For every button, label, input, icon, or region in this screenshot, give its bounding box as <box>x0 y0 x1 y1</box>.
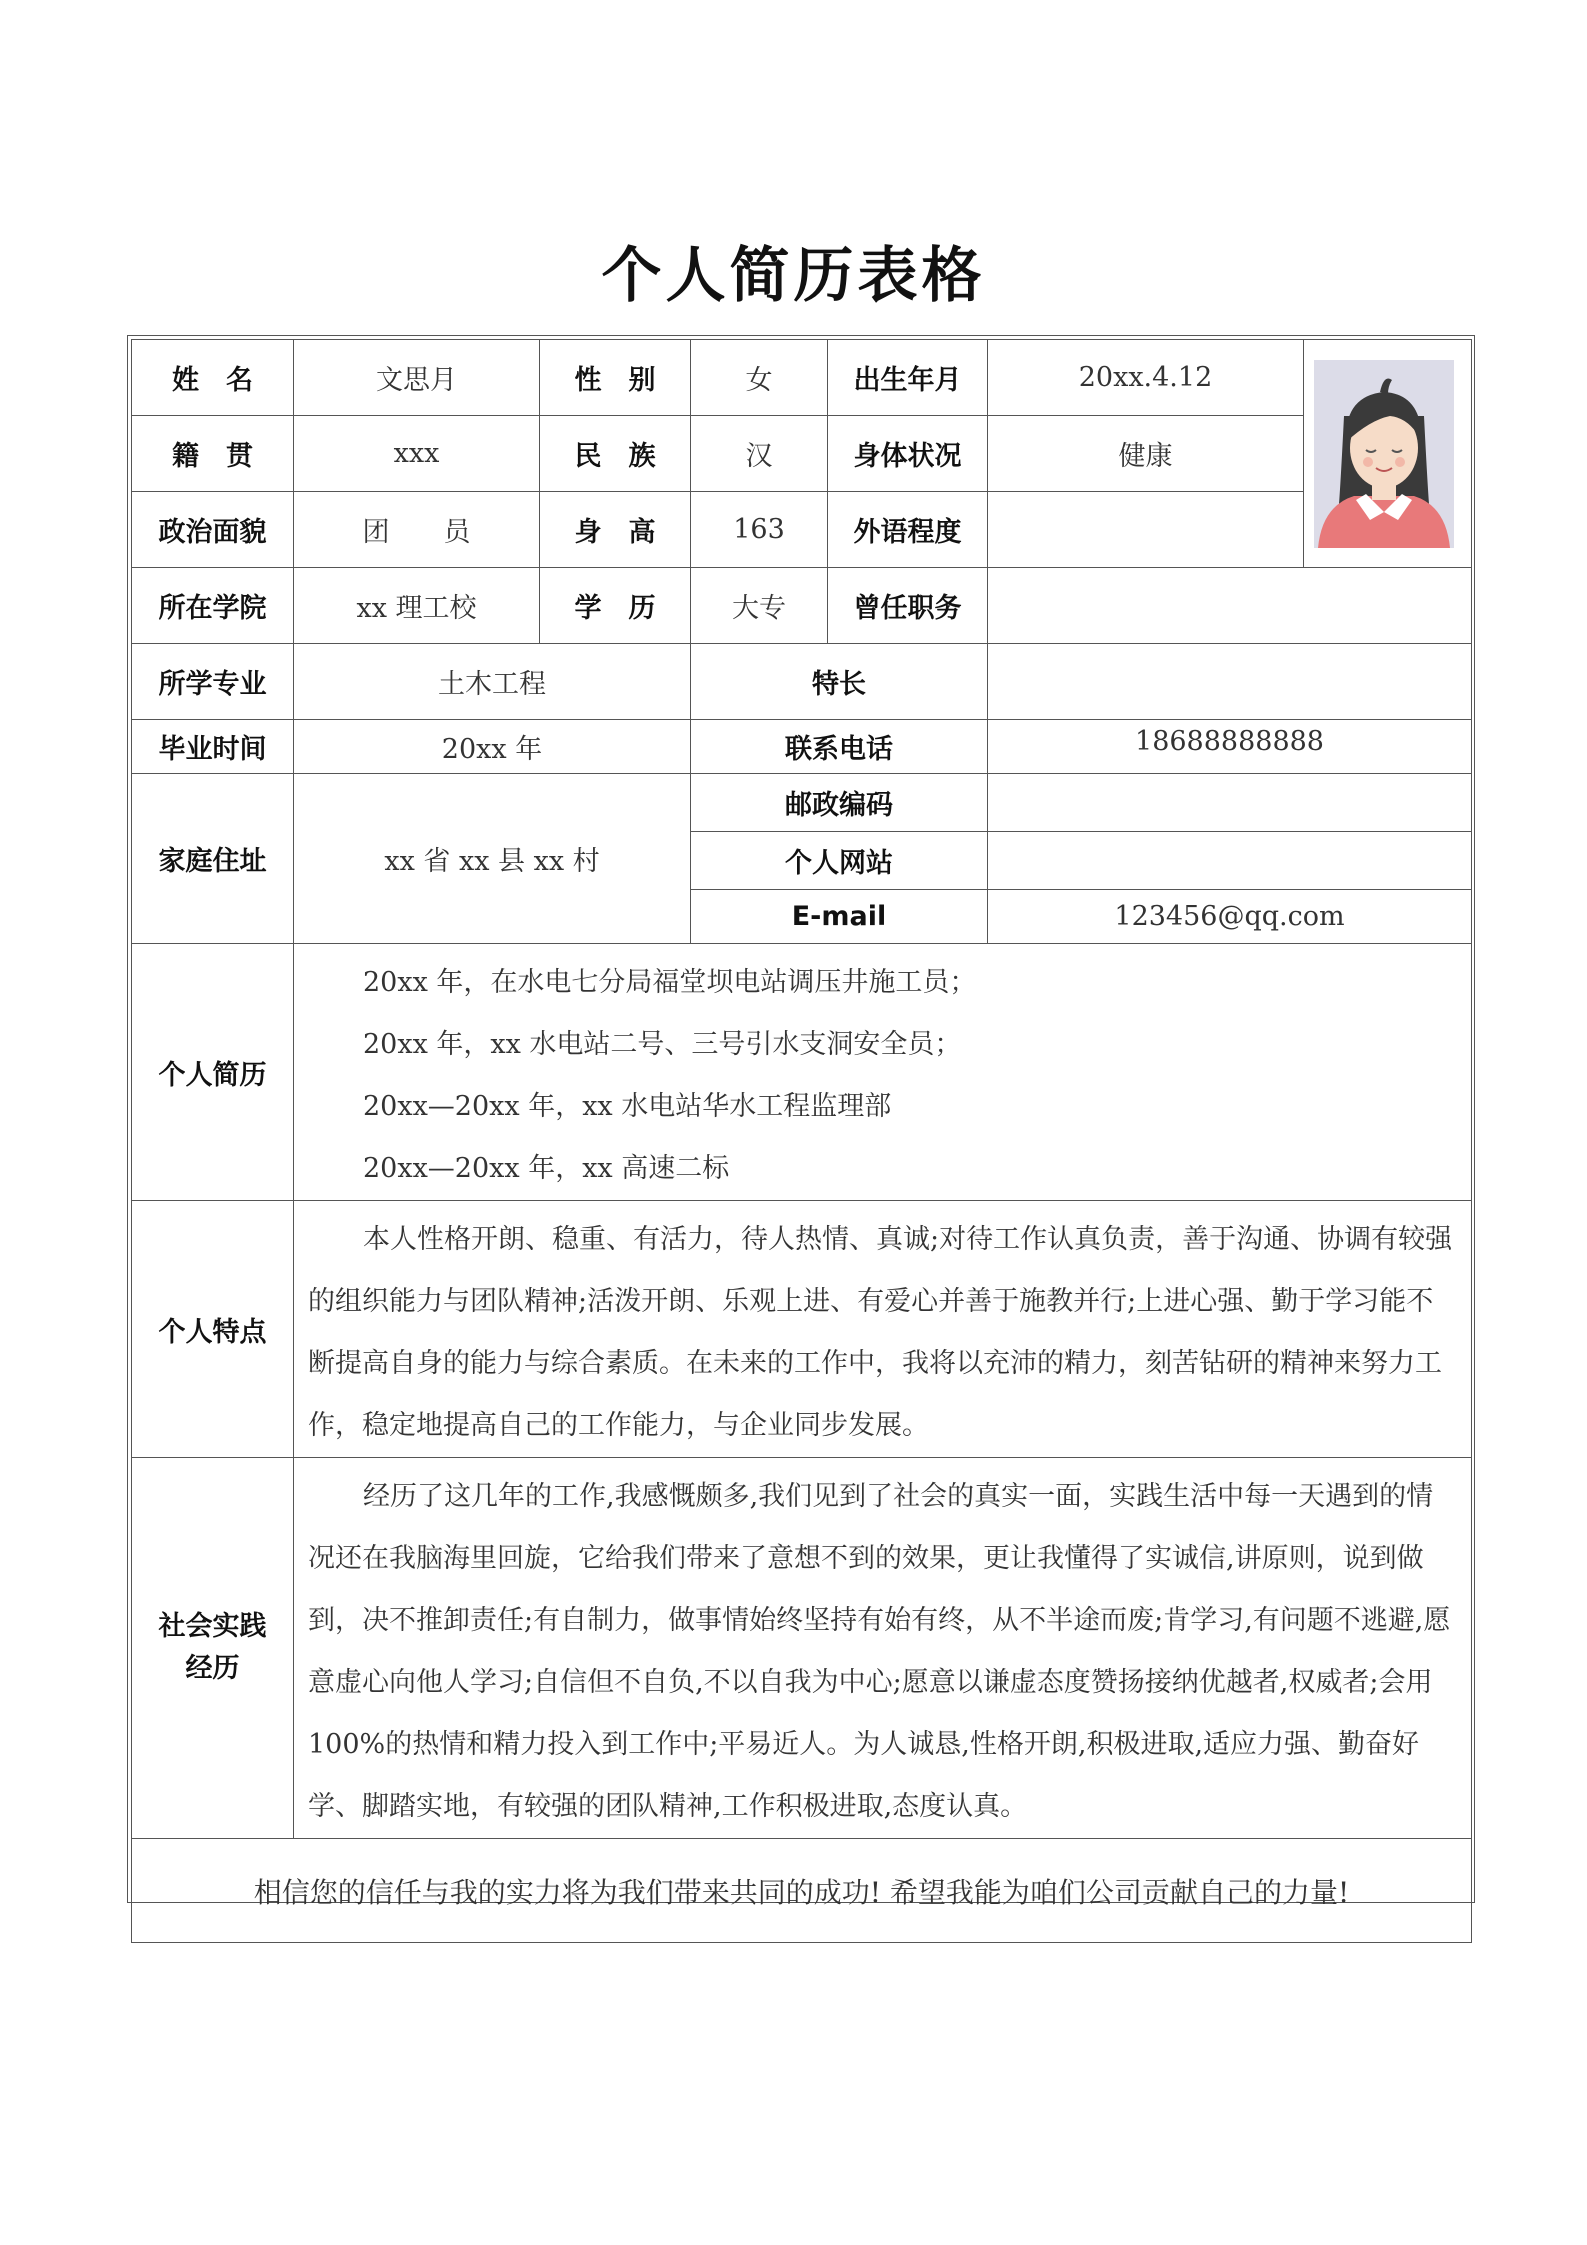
health-label: 身体状况 <box>828 416 988 492</box>
traits-label: 个人特点 <box>132 1201 294 1458</box>
grad-value: 20xx 年 <box>294 720 691 774</box>
resume-label: 个人简历 <box>132 944 294 1201</box>
health-value: 健康 <box>988 416 1304 492</box>
practice-label <box>132 1458 294 1839</box>
table-row <box>132 1201 1472 1458</box>
resume-line: 20xx 年，在水电七分局福堂坝电站调压井施工员； <box>363 967 977 998</box>
email-value: 123456@qq.com <box>988 890 1472 944</box>
table-row <box>132 1839 1472 1943</box>
specialty-label: 特长 <box>691 644 988 720</box>
resume-line: 20xx—20xx 年，xx 高速二标 <box>363 1153 730 1184</box>
avatar-girl-icon <box>1310 356 1458 552</box>
college-label: 所在学院 <box>132 568 294 644</box>
political-value: 团 员 <box>294 492 540 568</box>
ethnic-label: 民 族 <box>540 416 691 492</box>
website-label: 个人网站 <box>691 832 988 890</box>
resume-line: 20xx—20xx 年，xx 水电站华水工程监理部 <box>363 1091 892 1122</box>
photo-cell <box>1304 340 1472 568</box>
practice-text: 经历了这几年的工作,我感慨颇多,我们见到了社会的真实一面，实践生活中每一天遇到的情况还在我脑海里回旋，它给我们带来了意想不到的效果，更让我懂得了实诚信,讲原则，说到做到，决不推卸责任;有自制力，做事情始终坚持有始有终，从不半途而废;肯学习,有问题不逃避,愿意虚心向他人学习;自信但不自负,不以自我为中心;愿意以谦虚态度赞扬接纳优越者,权威者;会用100%的热情和精力投入到工作中;平易近人。为人诚恳,性格开朗,积极进取,适应力强、勤奋好学、脚踏实地，有较强的团队精神,工作积极进取,态度认真。 <box>308 1481 1451 1822</box>
birth-value: 20xx.4.12 <box>988 340 1304 416</box>
name-value: 文思月 <box>294 340 540 416</box>
name-label: 姓 名 <box>132 340 294 416</box>
table-row <box>132 944 1472 1201</box>
birth-label: 出生年月 <box>828 340 988 416</box>
table-row <box>132 340 1472 416</box>
education-value: 大专 <box>691 568 828 644</box>
practice-label-line2: 经历 <box>185 1653 240 1684</box>
postcode-value <box>988 774 1472 832</box>
major-label: 所学专业 <box>132 644 294 720</box>
website-value <box>988 832 1472 890</box>
native-value: xxx <box>294 416 540 492</box>
gender-value: 女 <box>691 340 828 416</box>
native-label: 籍 贯 <box>132 416 294 492</box>
postcode-label: 邮政编码 <box>691 774 988 832</box>
resume-table <box>131 339 1472 1943</box>
height-label: 身 高 <box>540 492 691 568</box>
address-label: 家庭住址 <box>132 774 294 944</box>
closing-statement: 相信您的信任与我的实力将为我们带来共同的成功! 希望我能为咱们公司贡献自己的力量! <box>132 1839 1472 1943</box>
resume-line: 20xx 年，xx 水电站二号、三号引水支洞安全员； <box>363 1029 962 1060</box>
page-title: 个人简历表格 <box>601 241 986 311</box>
language-value <box>988 492 1304 568</box>
phone-label: 联系电话 <box>691 720 988 774</box>
grad-label: 毕业时间 <box>132 720 294 774</box>
table-row <box>132 774 1472 832</box>
traits-text: 本人性格开朗、稳重、有活力，待人热情、真诚;对待工作认真负责，善于沟通、协调有较强的组织能力与团队精神;活泼开朗、乐观上进、有爱心并善于施教并行;上进心强、勤于学习能不断提高自身的能力与综合素质。在未来的工作中，我将以充沛的精力，刻苦钻研的精神来努力工作，稳定地提高自己的工作能力，与企业同步发展。 <box>308 1224 1453 1441</box>
table-row <box>132 416 1472 492</box>
college-value: xx 理工校 <box>294 568 540 644</box>
resume-table-frame <box>127 335 1475 1909</box>
practice-label-line1: 社会实践 <box>158 1611 267 1642</box>
ethnic-value: 汉 <box>691 416 828 492</box>
practice-content <box>294 1458 1472 1839</box>
position-value <box>988 568 1472 644</box>
email-label: E-mail <box>691 890 988 944</box>
table-row <box>132 492 1472 568</box>
table-row <box>132 644 1472 720</box>
table-row <box>132 720 1472 774</box>
table-row <box>132 1458 1472 1839</box>
political-label: 政治面貌 <box>132 492 294 568</box>
specialty-value <box>988 644 1472 720</box>
major-value: 土木工程 <box>294 644 691 720</box>
traits-content <box>294 1201 1472 1458</box>
resume-content <box>294 944 1472 1201</box>
phone-value: 18688888888 <box>988 720 1472 774</box>
gender-label: 性 别 <box>540 340 691 416</box>
education-label: 学 历 <box>540 568 691 644</box>
position-label: 曾任职务 <box>828 568 988 644</box>
language-label: 外语程度 <box>828 492 988 568</box>
address-value: xx 省 xx 县 xx 村 <box>294 774 691 944</box>
height-value: 163 <box>691 492 828 568</box>
table-row <box>132 568 1472 644</box>
